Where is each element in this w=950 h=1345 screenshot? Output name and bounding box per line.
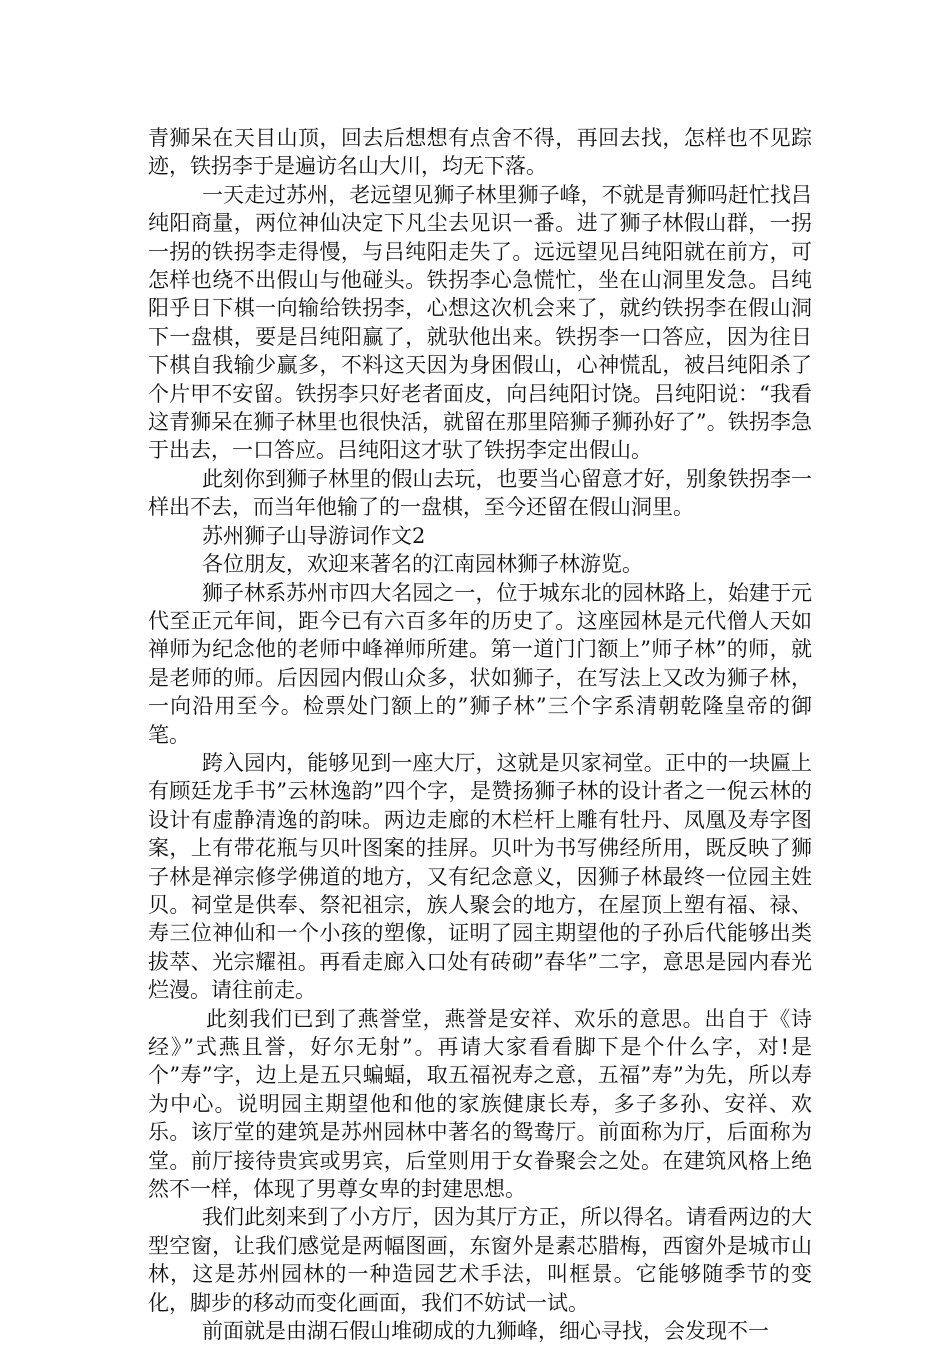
paragraph-7: 此刻我们已到了燕誉堂，燕誉是安祥、欢乐的意思。出自于《诗经》”式燕且誉，好尔无射”。再请大家看看脚下是个什么字，对!是个”寿”字，边上是五只蝙蝠，取五福祝寿之意，五福”寿”为先，所以寿为中心。说明园主期望他和他的家族健康长寿，多子多孙、安祥、欢乐。该厅堂的建筑是苏州园林中著名的鸳鸯厅。前面称为厅，后面称为堂。前厅接待贵宾或男宾，后堂则用于女眷聚会之处。在建筑风格上绝然不一样，体现了男尊女卑的封建思想。 (148, 1006, 812, 1202)
paragraph-4: 各位朋友，欢迎来著名的江南园林狮子林游览。 (202, 552, 643, 577)
section-heading: 苏州狮子山导游词作文2 (202, 523, 426, 548)
paragraph-9: 前面就是由湖石假山堆砌成的九狮峰，细心寻找，会发现不一 (202, 1319, 769, 1344)
paragraph-6: 跨入园内，能够见到一座大厅，这就是贝家祠堂。正中的一块匾上有顾廷龙手书”云林逸韵”四个字，是赞扬狮子林的设计者之一倪云林的设计有虚静清逸的韵味。两边走廊的木栏杆上雕有牡丹、凤凰及寿字图案，上有带花瓶与贝叶图案的挂屏。贝叶为书写佛经所用，既反映了狮子林是禅宗修学佛道的地方，又有纪念意义，因狮子林最终一位园主姓贝。祠堂是供奉、祭祀祖宗，族人聚会的地方，在屋顶上塑有福、禄、寿三位神仙和一个小孩的塑像，证明了园主期望他的子孙后代能够出类拔萃、光宗耀祖。再看走廊入口处有砖砌”春华”二字，意思是园内春光烂漫。请往前走。 (148, 750, 812, 1003)
paragraph-1: 青狮呆在天目山顶，回去后想想有点舍不得，再回去找，怎样也不见踪迹，铁拐李于是遍访名山大川，均无下落。 (148, 126, 812, 179)
paragraph-8: 我们此刻来到了小方厅，因为其厅方正，所以得名。请看两边的大型空窗，让我们感觉是两幅图画，东窗外是素芯腊梅，西窗外是城市山林，这是苏州园林的一种造园艺术手法，叫框景。它能够随季节的变化，脚步的移动而变化画面，我们不妨试一试。 (148, 1205, 812, 1315)
paragraph-2: 一天走过苏州，老远望见狮子林里狮子峰，不就是青狮吗赶忙找吕纯阳商量，两位神仙决定下凡尘去见识一番。进了狮子林假山群，一拐一拐的铁拐李走得慢，与吕纯阳走失了。远远望见吕纯阳就在前方，可怎样也绕不出假山与他碰头。铁拐李心急慌忙，坐在山洞里发急。吕纯阳乎日下棋一向输给铁拐李，心想这次机会来了，就约铁拐李在假山洞下一盘棋，要是吕纯阳赢了，就驮他出来。铁拐李一口答应，因为往日下棋自我输少赢多，不料这天因为身困假山，心神慌乱，被吕纯阳杀了个片甲不安留。铁拐李只好老者面皮，向吕纯阳讨饶。吕纯阳说：“我看这青狮呆在狮子林里也很快活，就留在那里陪狮子狮孙好了”。铁拐李急于出去，一口答应。吕纯阳这才驮了铁拐李定出假山。 (148, 182, 812, 463)
paragraph-3: 此刻你到狮子林里的假山去玩，也要当心留意才好，别象铁拐李一样出不去，而当年他输了的一盘棋，至今还留在假山洞里。 (148, 466, 812, 520)
paragraph-5: 狮子林系苏州市四大名园之一，位于城东北的园林路上，始建于元代至正元年间，距今已有六百多年的历史了。这座园林是元代僧人天如禅师为纪念他的老师中峰禅师所建。第一道门门额上”师子林”的师，就是老师的师。后因园内假山众多，状如狮子，在写法上又改为狮子林，一向沿用至今。检票处门额上的”狮子林”三个字系清朝乾隆皇帝的御笔。 (148, 580, 812, 747)
article-body (148, 124, 812, 1345)
